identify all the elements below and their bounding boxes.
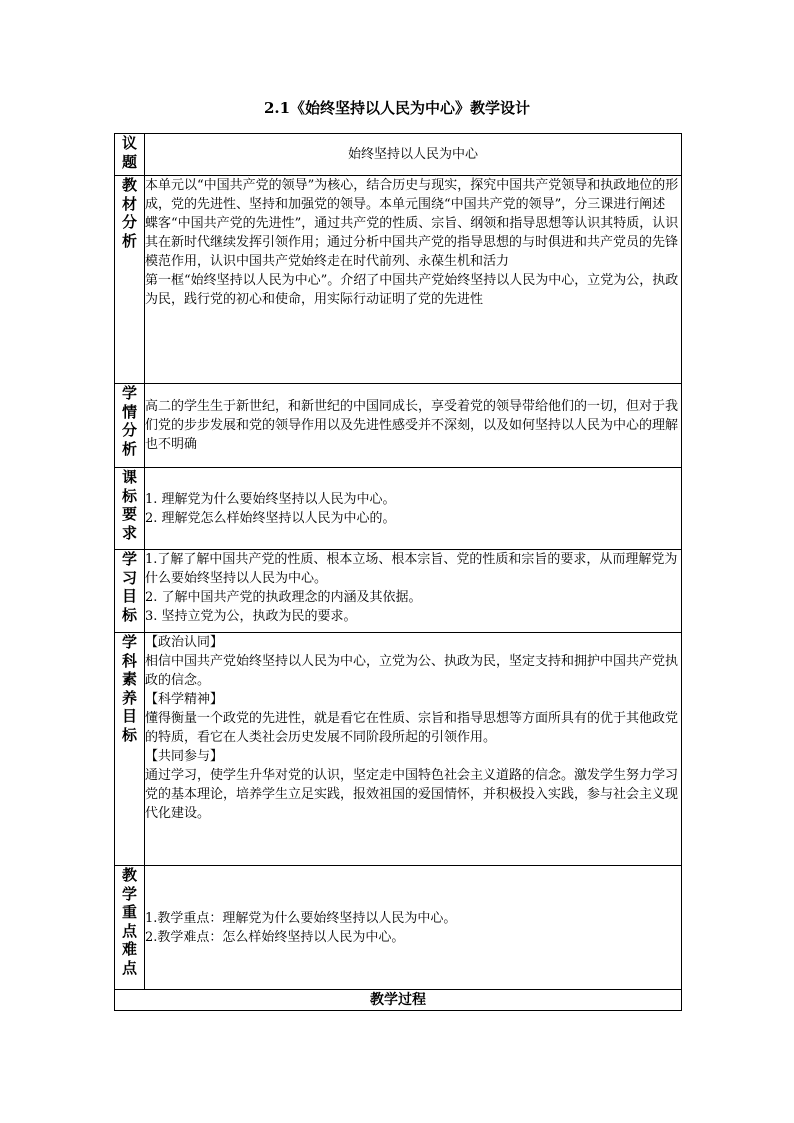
label-key-points-difficulties: 教 学 重 点 难 点 [115,866,145,990]
teaching-process-heading: 教学过程 [115,990,682,1011]
row-curriculum-requirements [115,468,682,550]
row-core-competency-objectives [115,633,682,866]
label-learning-objectives: 学 习 目 标 [115,550,145,633]
label-curriculum-requirements: 课 标 要 求 [115,468,145,550]
row-learning-objectives [115,550,682,633]
document-title: 2.1《始终坚持以人民为中心》教学设计 [263,99,531,117]
content-learning-objectives: 1.了解了解中国共产党的性质、根本立场、根本宗旨、党的性质和宗旨的要求，从而理解党为什么要始终坚持以人民为中心。 2. 了解中国共产党的执政理念的内涵及其依据。 3. 坚持立党为公，执政为民的要求。 [145,550,682,633]
heading-scientific-spirit: 【科学精神】 [145,692,224,707]
content-textbook-analysis: 本单元以“中国共产党的领导”为核心，结合历史与现实，探究中国共产党领导和执政地位的形成，党的先进性、坚持和加强党的领导。本单元围绕“中国共产党的领导”，分三课进行阐述 蝶客“中国共产党的先进性”，通过共产党的性质、宗旨、纲领和指导思想等认识其特质，认识其在新时代继续发挥引领作用；通过分析中国共产党的指导思想的与时俱进和共产党员的先锋模范作用，认识中国共产党始终走在时代前列、永葆生机和活力 第一框“始终坚持以人民为中心”。介绍了中国共产党始终坚持以人民为中心，立党为公，执政为民，践行党的初心和使命，用实际行动证明了党的先进性 [145,176,682,384]
heading-political-identity: 【政治认同】 [145,635,224,650]
content-student-analysis: 高二的学生生于新世纪，和新世纪的中国同成长，享受着党的领导带给他们的一切，但对于我们党的步步发展和党的领导作用以及先进性感受并不深刻，以及如何坚持以人民为中心的理解也不明确 [145,384,682,468]
content-curriculum-requirements: 1. 理解党为什么要始终坚持以人民为中心。 2. 理解党怎么样始终坚持以人民为中心的。 [145,468,682,550]
row-student-analysis [115,384,682,468]
label-student-analysis: 学 情 分 析 [115,384,145,468]
label-core-competency-objectives: 学 科 素 养 目 标 [115,633,145,866]
label-topic: 议 题 [115,134,145,176]
row-topic [115,134,682,176]
row-teaching-process [115,990,682,1011]
content-core-competency-objectives: 【政治认同】 相信中国共产党始终坚持以人民为中心，立党为公、执政为民，坚定支持和拥护中国共产党执政的信念。 【科学精神】 懂得衡量一个政党的先进性，就是看它在性质、宗旨和指导思想等方面所具有的优于其他政党的特质，看它在人类社会历史发展不同阶段所起的引领作用。 【共同参与】 通过学习，使学生升华对党的认识，坚定走中国特色社会主义道路的信念。激发学生努力学习党的基本理论，培养学生立足实践，报效祖国的爱国情怀，并积极投入实践，参与社会主义现代化建设。 [145,633,682,866]
row-key-points-difficulties [115,866,682,990]
heading-public-participation: 【共同参与】 [145,749,224,764]
row-textbook-analysis [115,176,682,384]
label-textbook-analysis: 教 材 分 析 [115,176,145,384]
content-topic: 始终坚持以人民为中心 [145,134,682,176]
lesson-plan-table [114,133,682,1011]
content-key-points-difficulties: 1.教学重点：理解党为什么要始终坚持以人民为中心。 2.教学难点：怎么样始终坚持以人民为中心。 [145,866,682,990]
